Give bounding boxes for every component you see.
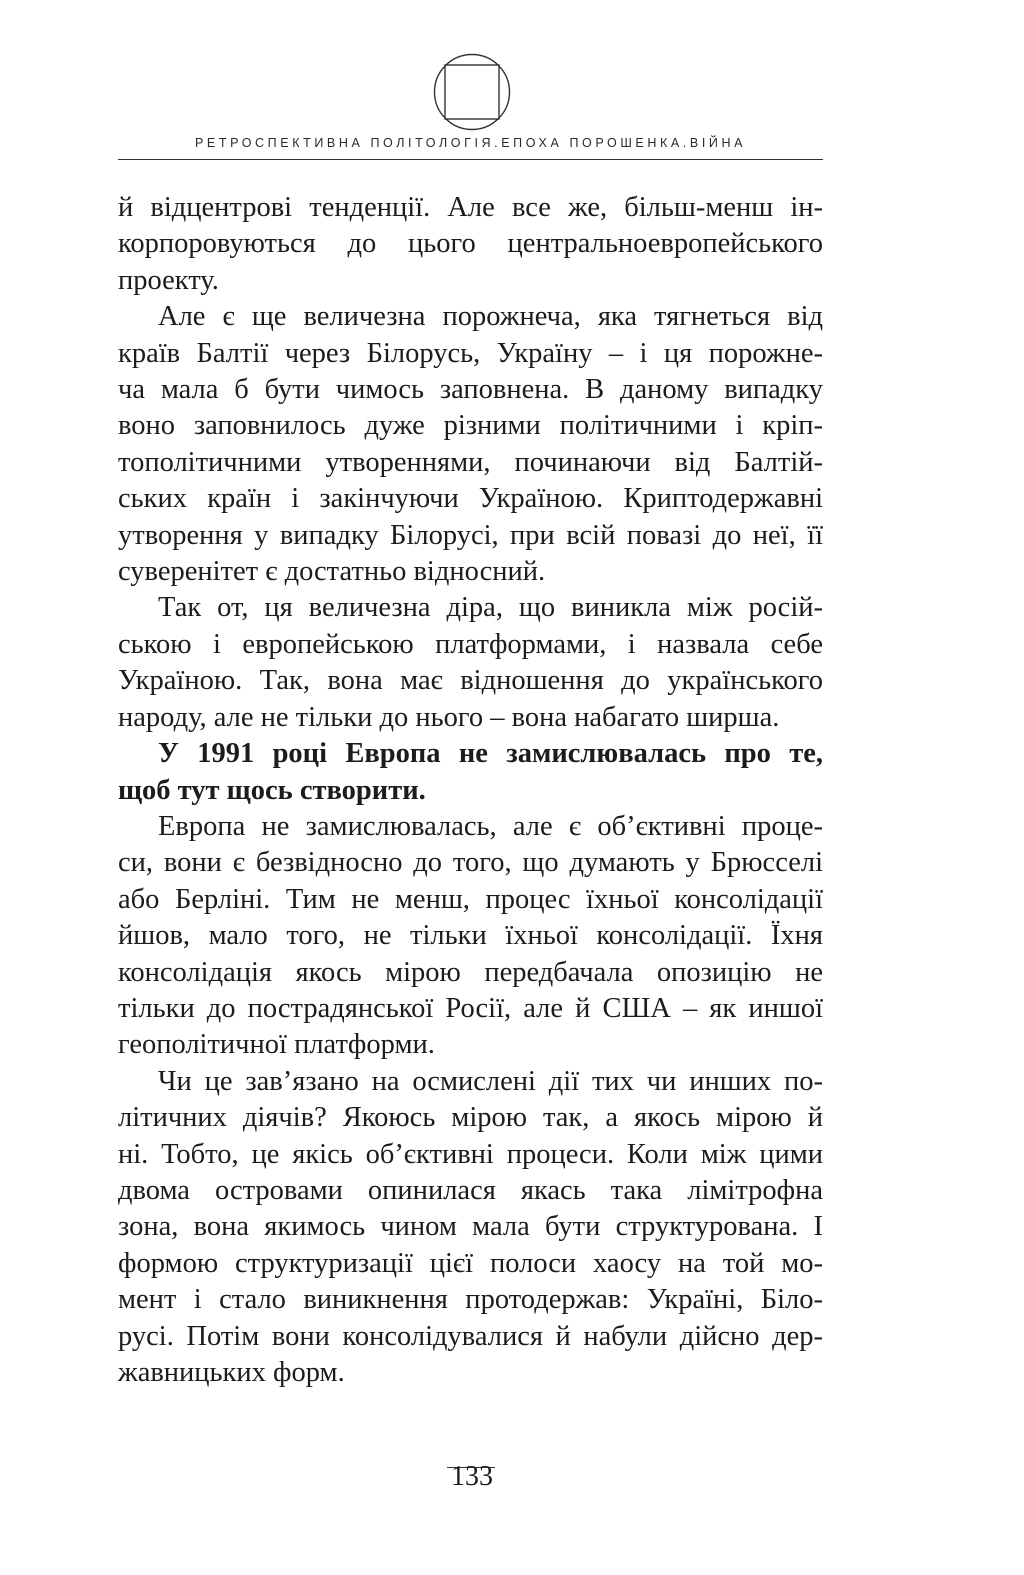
- text-line: йшов, мало того, не тільки їхньої консолідації. Їхня: [118, 920, 823, 952]
- paragraph: [118, 1064, 823, 1392]
- text-line: щоб тут щось створити.: [118, 774, 426, 806]
- text-line: геополітичної платформи.: [118, 1029, 435, 1061]
- text-line: ні. Тобто, це якісь об’єктивні процеси. Коли між цими: [118, 1138, 823, 1170]
- text-line: Україною. Так, вона має відношення до українського: [118, 665, 823, 697]
- paragraph: [118, 190, 823, 299]
- text-line: або Берліні. Тим не менш, процес їхньої консолідації: [118, 883, 823, 915]
- text-line: си, вони є безвідносно до того, що думають у Брюсселі: [118, 847, 823, 879]
- text-line: літичних діячів? Якоюсь мірою так, а якось мірою й: [118, 1102, 823, 1134]
- circle-square-logo-icon: [432, 52, 512, 132]
- running-header-title: РЕТРОСПЕКТИВНА ПОЛІТОЛОГІЯ.ЕПОХА ПОРОШЕНКА.ВІЙНА: [194, 136, 747, 150]
- text-line: утворення у випадку Білорусі, при всій повазі до неї, її: [118, 519, 823, 551]
- text-line: народу, але не тільки до нього – вона набагато ширша.: [118, 701, 780, 733]
- text-line: Чи це зав’язано на осмислені дії тих чи инших по-: [158, 1065, 823, 1097]
- text-line: країв Балтії через Білорусь, Україну – і ця порожне-: [118, 337, 823, 369]
- paragraph: [118, 736, 823, 809]
- paragraph: [118, 809, 823, 1064]
- header-divider: [118, 159, 823, 160]
- text-line: зона, вона якимось чином мала бути структурована. І: [118, 1211, 823, 1243]
- text-line: ських країн і закінчуючи Україною. Криптодержавні: [118, 483, 823, 515]
- text-line: Так от, ця величезна діра, що виникла між росій-: [158, 592, 823, 624]
- text-line: й відцентрові тенденції. Але все же, більш-менш ін-: [118, 192, 823, 223]
- text-line: ською і европейською платформами, і назвала себе: [118, 628, 823, 660]
- text-line: ча мала б бути чимось заповнена. В даному випадку: [118, 374, 823, 406]
- text-line: жавницьких форм.: [118, 1357, 345, 1388]
- text-line: тільки до пострадянської Росії, але й США – як иншої: [118, 992, 823, 1024]
- page-number: 133: [451, 1461, 493, 1492]
- text-line: Але є ще величезна порожнеча, яка тягнеться від: [158, 301, 823, 333]
- paragraph: [118, 299, 823, 590]
- text-line: корпоровуються до цього центральноевропейського: [118, 228, 823, 260]
- text-line: формою структуризації цієї полоси хаосу на той мо-: [118, 1247, 823, 1279]
- text-line: консолідація якось мірою передбачала опозицію не: [118, 956, 823, 988]
- text-line: суверенітет є достатньо відносний.: [118, 556, 546, 588]
- paragraph: [118, 590, 823, 736]
- text-line: проекту.: [118, 264, 219, 296]
- body-text: [118, 190, 823, 1391]
- text-line: Европа не замислювалась, але є об’єктивні проце-: [158, 810, 823, 842]
- text-line: русі. Потім вони консолідувалися й набули дійсно дер-: [118, 1320, 823, 1352]
- text-line: воно заповнилось дуже різними політичними і кріп-: [118, 410, 823, 442]
- text-line: двома островами опинилася якась така лімітрофна: [118, 1174, 823, 1206]
- text-line: тополітичними утвореннями, починаючи від Балтій-: [118, 446, 823, 478]
- text-line: У 1991 році Европа не замислювалась про те,: [158, 738, 823, 770]
- text-line: мент і стало виникнення протодержав: Україні, Біло-: [118, 1284, 823, 1316]
